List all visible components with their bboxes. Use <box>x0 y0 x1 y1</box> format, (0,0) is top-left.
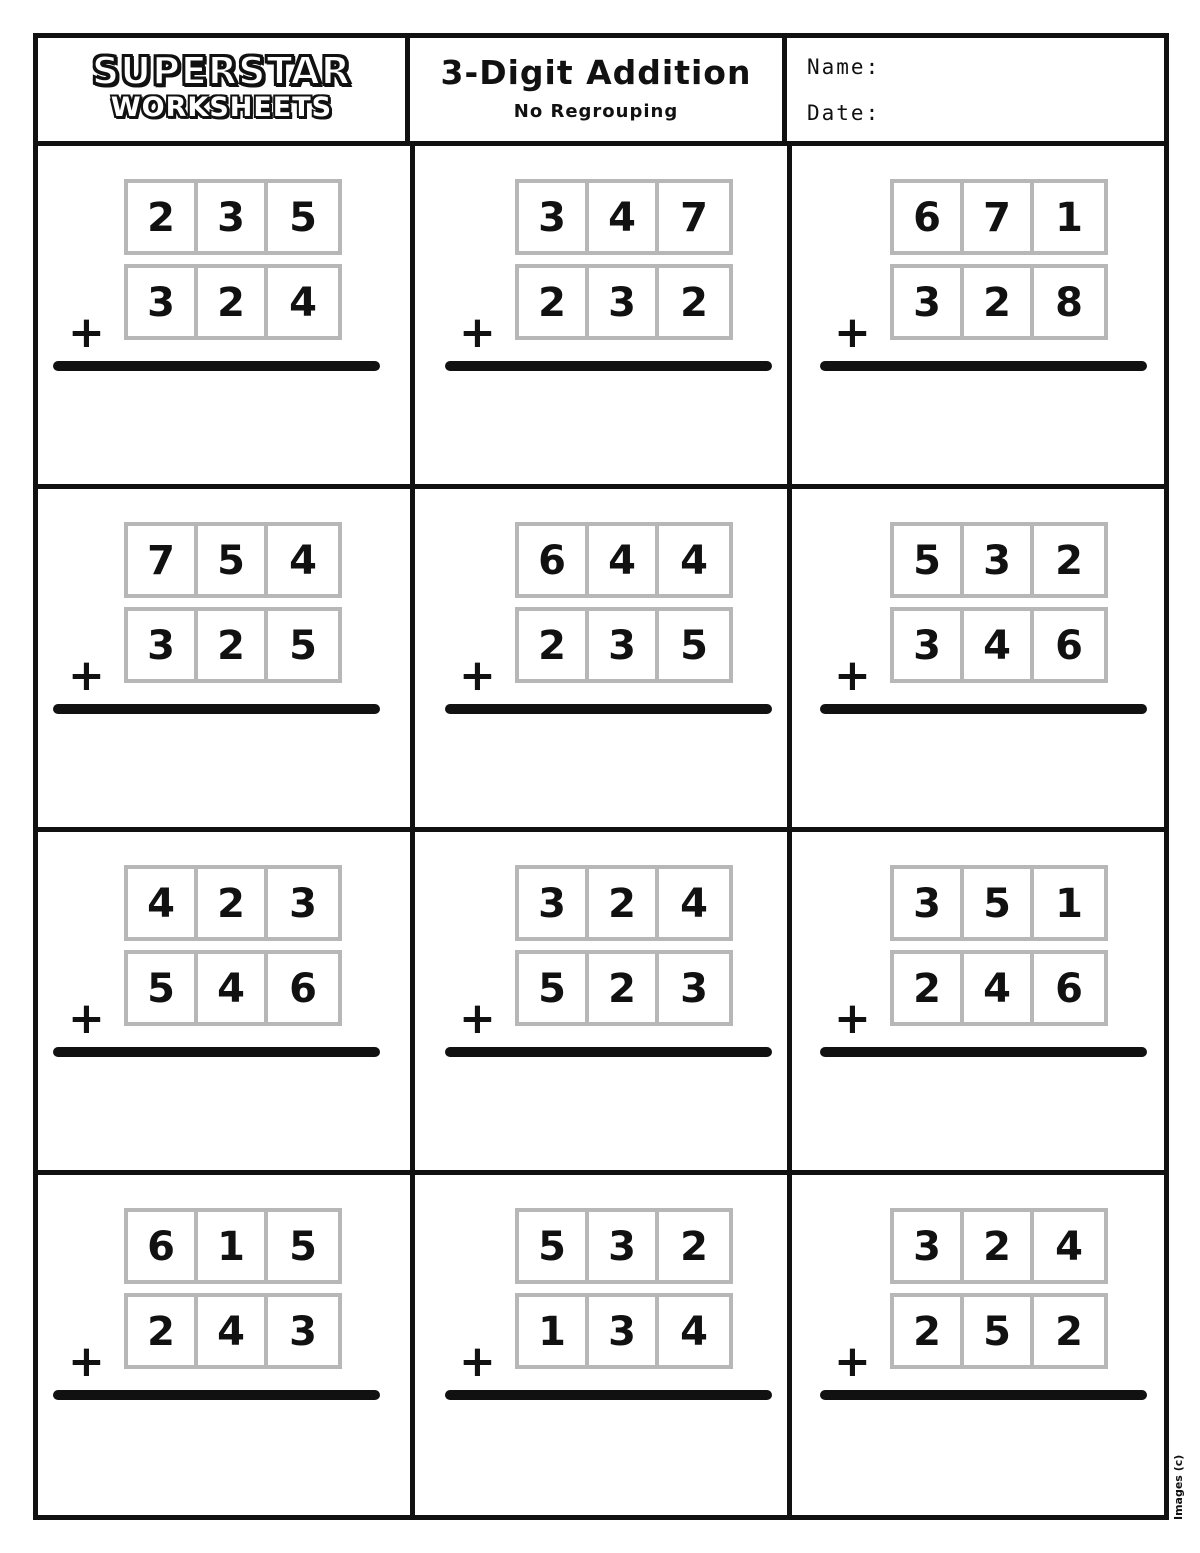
addition-problem <box>415 146 792 484</box>
digit-box: 2 <box>1055 538 1083 584</box>
plus-sign: + <box>459 993 496 1044</box>
digit-box: 2 <box>894 954 964 1022</box>
digit-box: 5 <box>289 623 317 669</box>
answer-line <box>445 704 772 714</box>
digit-box: 2 <box>680 280 708 326</box>
plus-sign: + <box>834 307 871 358</box>
bottom-addend <box>515 1293 733 1369</box>
digit-box: 3 <box>894 1212 964 1280</box>
worksheet-header <box>38 38 1164 146</box>
digit-box: 2 <box>198 611 268 679</box>
addition-problem <box>792 1175 1164 1513</box>
digit-box: 4 <box>680 538 708 584</box>
digit-box: 4 <box>198 1297 268 1365</box>
digit-box: 2 <box>964 268 1034 336</box>
bottom-addend <box>124 607 342 683</box>
plus-sign: + <box>68 1336 105 1387</box>
digit-box: 7 <box>964 183 1034 251</box>
top-addend <box>890 1208 1108 1284</box>
digit-box: 2 <box>680 1224 708 1270</box>
plus-sign: + <box>834 1336 871 1387</box>
plus-sign: + <box>459 1336 496 1387</box>
top-addend <box>124 1208 342 1284</box>
problem-grid <box>38 146 1164 1515</box>
bottom-addend <box>515 264 733 340</box>
plus-sign: + <box>68 307 105 358</box>
answer-space[interactable] <box>53 1410 395 1500</box>
answer-space[interactable] <box>430 381 777 471</box>
digit-box: 2 <box>519 268 589 336</box>
answer-space[interactable] <box>53 1067 395 1157</box>
digit-box: 1 <box>198 1212 268 1280</box>
worksheet-title: 3-Digit Addition <box>440 53 752 92</box>
addition-problem <box>415 489 792 827</box>
digit-box: 3 <box>589 1212 659 1280</box>
plus-sign: + <box>68 650 105 701</box>
addition-problem <box>38 832 410 1170</box>
digit-box: 5 <box>198 526 268 594</box>
digit-box: 5 <box>680 623 708 669</box>
digit-box: 2 <box>128 1297 198 1365</box>
digit-box: 1 <box>1055 881 1083 927</box>
answer-space[interactable] <box>807 1067 1149 1157</box>
digit-box: 6 <box>519 526 589 594</box>
answer-line <box>820 704 1147 714</box>
digit-box: 5 <box>964 1297 1034 1365</box>
digit-box: 2 <box>128 183 198 251</box>
bottom-addend <box>890 607 1108 683</box>
digit-box: 4 <box>680 1309 708 1355</box>
digit-box: 5 <box>289 1224 317 1270</box>
top-addend <box>890 522 1108 598</box>
digit-box: 3 <box>589 611 659 679</box>
digit-box: 4 <box>128 869 198 937</box>
digit-box: 4 <box>964 954 1034 1022</box>
answer-space[interactable] <box>807 724 1149 814</box>
digit-box: 3 <box>680 966 708 1012</box>
top-addend <box>515 865 733 941</box>
answer-line <box>820 1047 1147 1057</box>
name-field-label[interactable]: Name: <box>807 55 881 79</box>
digit-box: 4 <box>1055 1224 1083 1270</box>
answer-space[interactable] <box>430 1067 777 1157</box>
digit-box: 3 <box>894 611 964 679</box>
answer-line <box>820 1390 1147 1400</box>
plus-sign: + <box>834 650 871 701</box>
digit-box: 3 <box>289 881 317 927</box>
answer-line <box>445 1390 772 1400</box>
digit-box: 2 <box>589 954 659 1022</box>
addition-problem <box>415 1175 792 1513</box>
digit-box: 3 <box>589 1297 659 1365</box>
answer-line <box>53 1390 380 1400</box>
digit-box: 6 <box>128 1212 198 1280</box>
digit-box: 8 <box>1055 280 1083 326</box>
top-addend <box>890 179 1108 255</box>
digit-box: 2 <box>964 1212 1034 1280</box>
digit-box: 6 <box>289 966 317 1012</box>
digit-box: 2 <box>198 869 268 937</box>
worksheet-subtitle: No Regrouping <box>513 101 679 122</box>
date-field-label[interactable]: Date: <box>807 101 881 125</box>
digit-box: 4 <box>289 280 317 326</box>
superstar-worksheets-logo <box>38 49 405 123</box>
digit-box: 3 <box>128 611 198 679</box>
answer-space[interactable] <box>53 724 395 814</box>
digit-box: 2 <box>894 1297 964 1365</box>
digit-box: 6 <box>894 183 964 251</box>
logo-line-1: SUPERSTAR <box>91 49 352 93</box>
answer-line <box>53 1047 380 1057</box>
answer-line <box>53 704 380 714</box>
digit-box: 4 <box>589 183 659 251</box>
digit-box: 3 <box>894 869 964 937</box>
logo-line-2: WORKSHEETS <box>110 92 333 123</box>
answer-space[interactable] <box>430 1410 777 1500</box>
answer-space[interactable] <box>807 381 1149 471</box>
addition-problem <box>792 146 1164 484</box>
digit-box: 5 <box>519 1212 589 1280</box>
addition-problem <box>415 832 792 1170</box>
copyright-note: Images (c) <box>1172 1454 1185 1520</box>
student-info-cell <box>787 38 1164 141</box>
digit-box: 5 <box>964 869 1034 937</box>
logo-cell <box>38 38 410 141</box>
top-addend <box>515 522 733 598</box>
bottom-addend <box>890 950 1108 1026</box>
addition-problem <box>38 146 410 484</box>
addition-problem <box>792 832 1164 1170</box>
title-cell <box>410 38 787 141</box>
answer-line <box>53 361 380 371</box>
answer-line <box>445 361 772 371</box>
bottom-addend <box>124 264 342 340</box>
bottom-addend <box>515 607 733 683</box>
digit-box: 1 <box>519 1297 589 1365</box>
digit-box: 3 <box>198 183 268 251</box>
digit-box: 5 <box>894 526 964 594</box>
digit-box: 4 <box>289 538 317 584</box>
digit-box: 3 <box>589 268 659 336</box>
answer-space[interactable] <box>430 724 777 814</box>
digit-box: 5 <box>519 954 589 1022</box>
digit-box: 5 <box>289 195 317 241</box>
bottom-addend <box>890 264 1108 340</box>
top-addend <box>124 179 342 255</box>
digit-box: 3 <box>289 1309 317 1355</box>
worksheet <box>33 33 1169 1520</box>
digit-box: 2 <box>198 268 268 336</box>
digit-box: 3 <box>519 869 589 937</box>
digit-box: 2 <box>1055 1309 1083 1355</box>
digit-box: 4 <box>589 526 659 594</box>
addition-problem <box>38 1175 410 1513</box>
digit-box: 6 <box>1055 623 1083 669</box>
digit-box: 5 <box>128 954 198 1022</box>
top-addend <box>515 179 733 255</box>
digit-box: 2 <box>519 611 589 679</box>
digit-box: 3 <box>964 526 1034 594</box>
digit-box: 7 <box>128 526 198 594</box>
top-addend <box>890 865 1108 941</box>
digit-box: 4 <box>680 881 708 927</box>
bottom-addend <box>515 950 733 1026</box>
answer-space[interactable] <box>53 381 395 471</box>
digit-box: 4 <box>964 611 1034 679</box>
answer-line <box>445 1047 772 1057</box>
top-addend <box>124 865 342 941</box>
top-addend <box>515 1208 733 1284</box>
digit-box: 3 <box>519 183 589 251</box>
addition-problem <box>38 489 410 827</box>
plus-sign: + <box>834 993 871 1044</box>
digit-box: 2 <box>589 869 659 937</box>
top-addend <box>124 522 342 598</box>
addition-problem <box>792 489 1164 827</box>
digit-box: 3 <box>894 268 964 336</box>
plus-sign: + <box>68 993 105 1044</box>
answer-space[interactable] <box>807 1410 1149 1500</box>
bottom-addend <box>890 1293 1108 1369</box>
digit-box: 4 <box>198 954 268 1022</box>
answer-line <box>820 361 1147 371</box>
bottom-addend <box>124 950 342 1026</box>
digit-box: 6 <box>1055 966 1083 1012</box>
digit-box: 1 <box>1055 195 1083 241</box>
digit-box: 7 <box>680 195 708 241</box>
digit-box: 3 <box>128 268 198 336</box>
plus-sign: + <box>459 650 496 701</box>
bottom-addend <box>124 1293 342 1369</box>
plus-sign: + <box>459 307 496 358</box>
